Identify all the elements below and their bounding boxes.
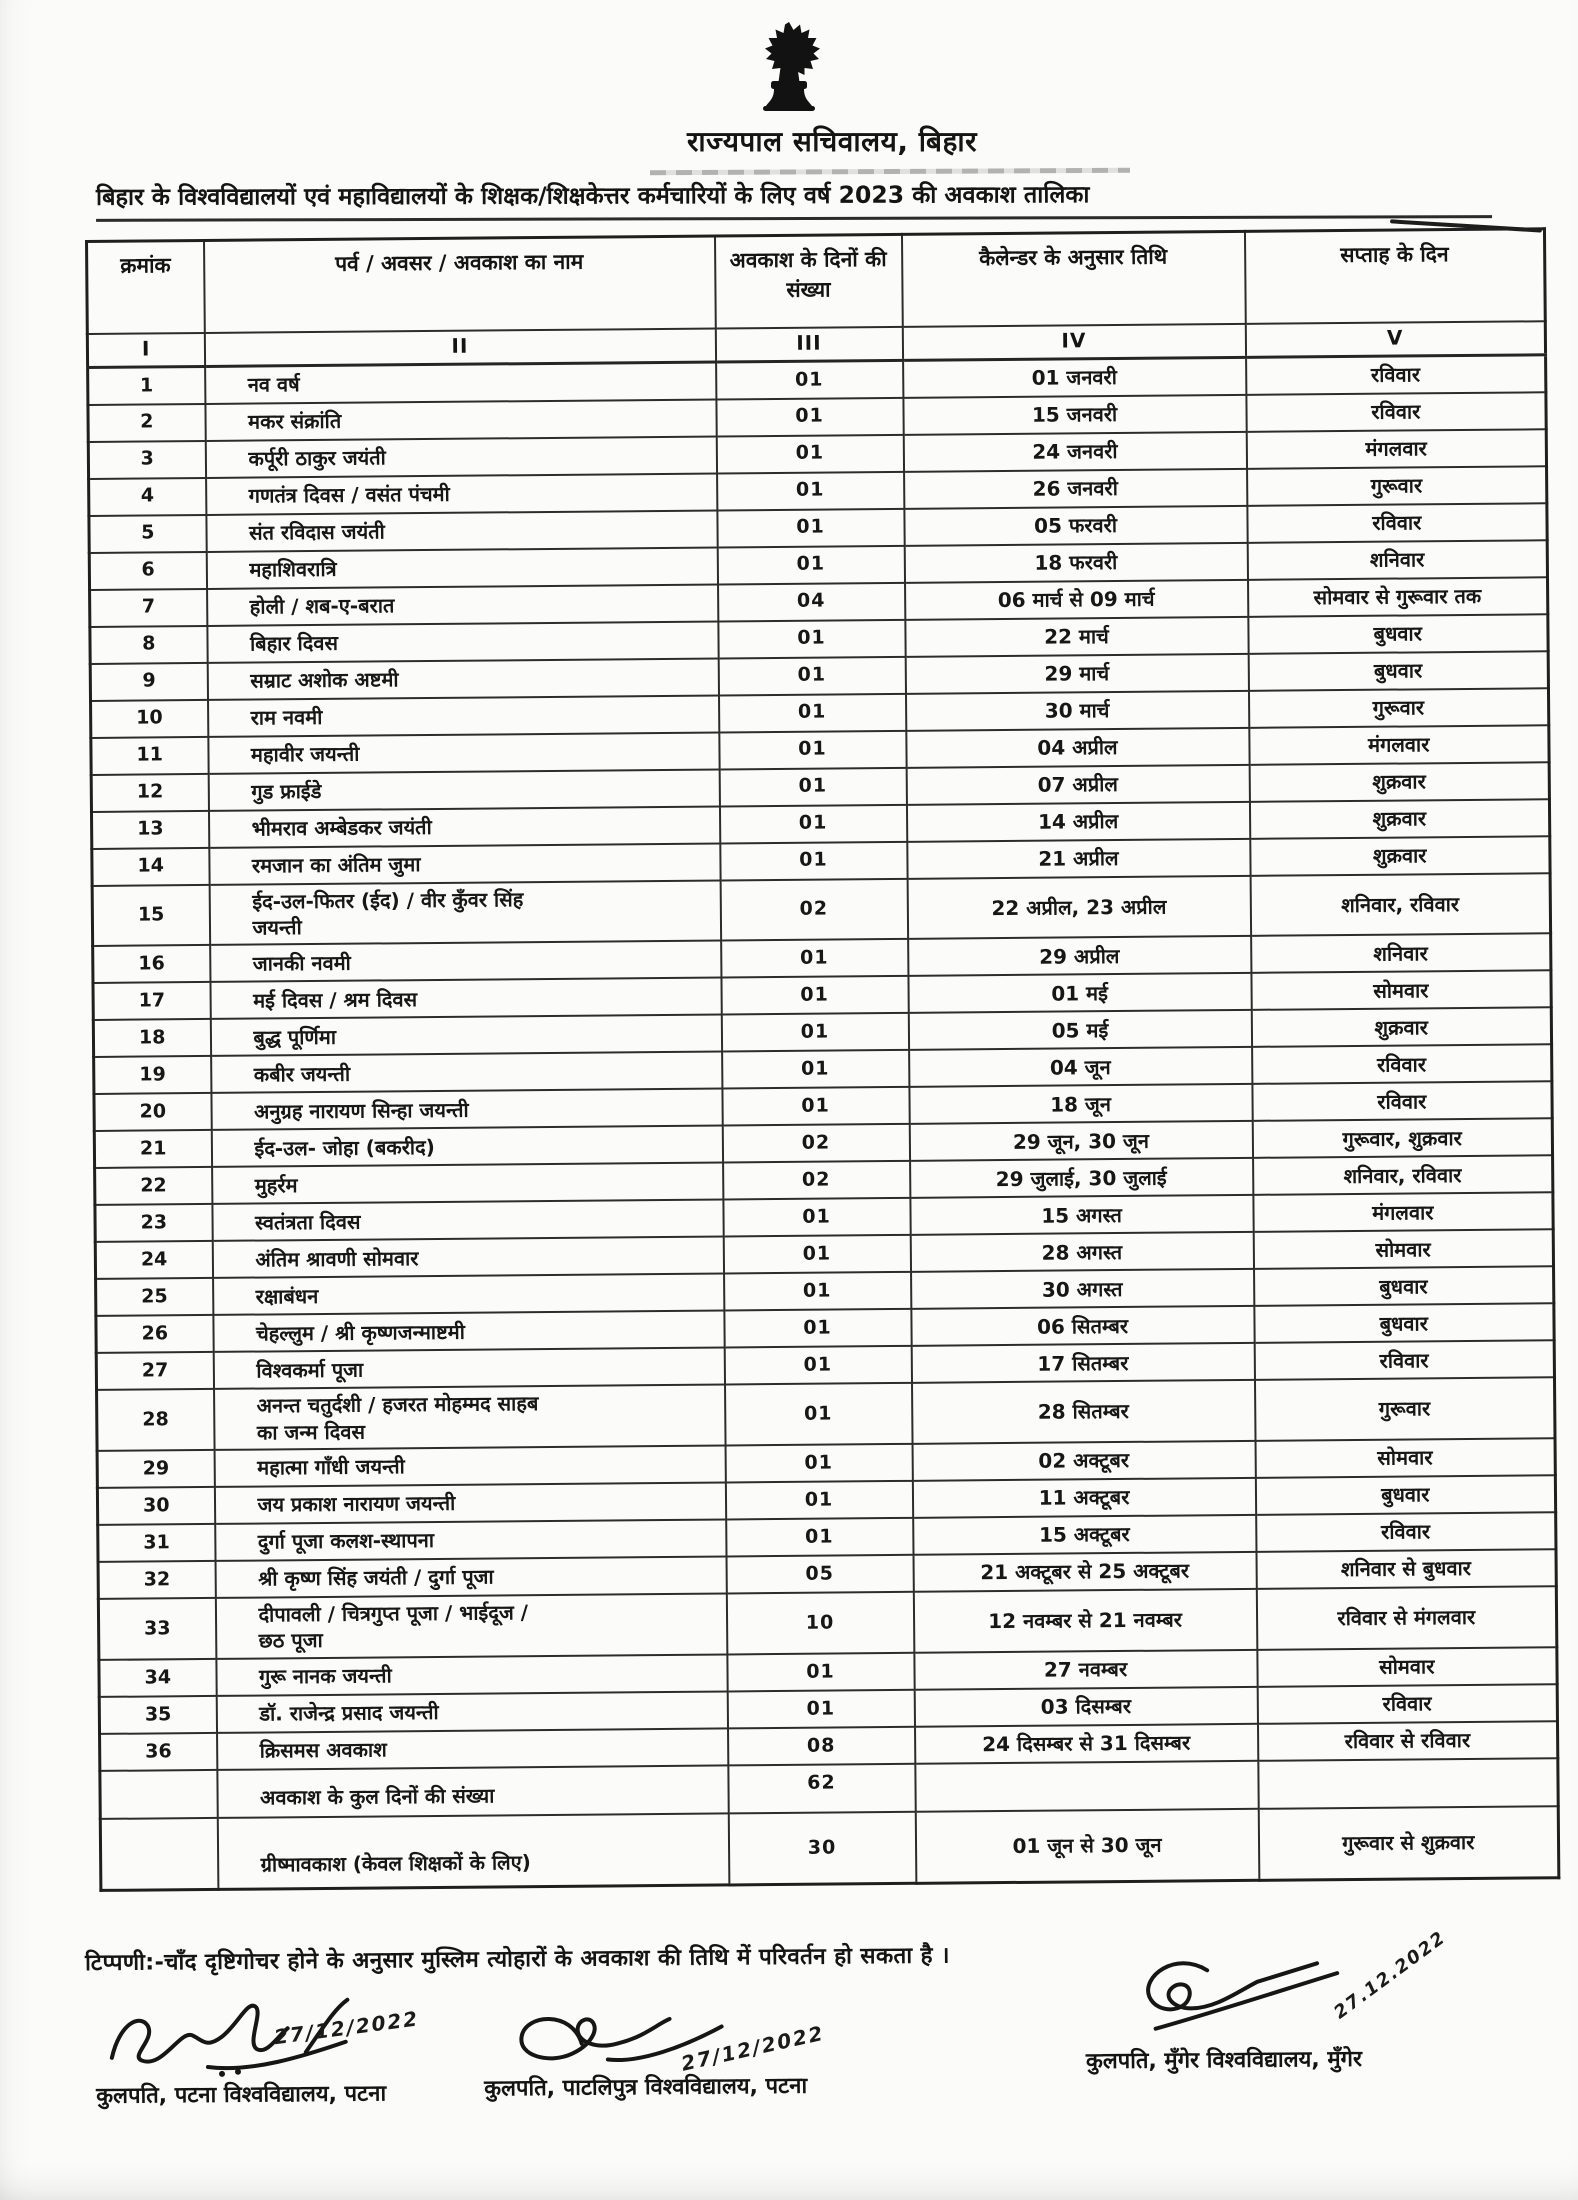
col-header-serial: क्रमांक	[87, 240, 205, 333]
signature-label-patliputra: कुलपति, पाटलिपुत्र विश्वविद्यालय, पटना	[484, 2073, 808, 2102]
col-header-calendar-date: कैलेन्डर के अनुसार तिथि	[901, 231, 1245, 326]
row-serial: 5	[89, 514, 206, 552]
row-days-count: 02	[720, 878, 908, 940]
row-holiday-name: अनन्त चतुर्दशी / हजरत मोहम्मद साहब का जन्म दिवस	[214, 1385, 726, 1450]
row-date: 04 अप्रील	[906, 727, 1249, 767]
row-days-count: 01	[719, 804, 906, 843]
row-date: 29 मार्च	[905, 653, 1248, 693]
row-serial: 28	[97, 1389, 215, 1451]
row-holiday-name: स्वतंत्रता दिवस	[212, 1200, 723, 1241]
holiday-table-header	[87, 229, 1546, 368]
row-serial: 29	[97, 1450, 214, 1488]
col-header-weekday: सप्ताह के दिन	[1244, 229, 1545, 324]
row-serial: 8	[90, 625, 207, 663]
row-serial: 33	[98, 1598, 216, 1660]
row-weekday: बुधवार	[1248, 651, 1548, 691]
row-days-count: 01	[725, 1481, 912, 1520]
row-days-count: 01	[723, 1235, 910, 1274]
row-days-count: 08	[728, 1727, 915, 1766]
row-serial: 11	[91, 736, 208, 774]
row-date: 03 दिसम्बर	[914, 1687, 1257, 1727]
row-holiday-name: मकर संक्रांति	[205, 399, 716, 440]
row-serial: 21	[94, 1130, 211, 1168]
row-serial: 17	[93, 982, 210, 1020]
row-days-count: 01	[724, 1309, 911, 1348]
row-weekday: रविवार	[1246, 355, 1546, 395]
row-date: 15 अगस्त	[910, 1195, 1253, 1235]
row-date: 24 दिसम्बर से 31 दिसम्बर	[915, 1724, 1258, 1764]
row-days-count: 01	[725, 1444, 912, 1483]
row-date: 14 अप्रील	[906, 801, 1249, 841]
row-weekday: मंगलवार	[1253, 1193, 1553, 1233]
org-title: राज्यपाल सचिवालय, बिहार	[686, 125, 978, 158]
row-holiday-name: मुहर्रम	[212, 1163, 723, 1204]
row-weekday: रविवार	[1246, 392, 1546, 432]
row-days-count: 01	[719, 767, 906, 806]
row-weekday: शुक्रवार	[1250, 836, 1550, 876]
row-serial: 1	[88, 366, 205, 404]
row-holiday-name: विश्वकर्मा पूजा	[213, 1348, 724, 1389]
row-holiday-name: ईद-उल- जोहा (बकरीद)	[211, 1126, 722, 1167]
row-holiday-name: बुद्ध पूर्णिमा	[210, 1015, 721, 1056]
row-serial: 14	[92, 847, 209, 885]
row-date: 04 जून	[909, 1047, 1252, 1087]
row-serial: 32	[98, 1561, 215, 1599]
row-date: 01 मई	[908, 973, 1251, 1013]
row-holiday-name: अंतिम श्रावणी सोमवार	[212, 1237, 723, 1278]
row-days-count: 01	[717, 471, 904, 510]
row-weekday: सोमवार से गुरूवार तक	[1248, 577, 1548, 617]
row-days-count: 01	[721, 1013, 908, 1052]
page-title: बिहार के विश्वविद्यालयों एवं महाविद्यालयों के शिक्षक/शिक्षकेत्तर कर्मचारियों के लिए वर्ष 2023 की अवकाश तालिका	[96, 176, 1492, 222]
row-days-count: 01	[721, 976, 908, 1015]
signature-date: 27/12/2022	[678, 2020, 827, 2076]
row-weekday: मंगलवार	[1246, 429, 1546, 469]
row-serial	[100, 1770, 217, 1819]
signature-block-patliputra	[483, 1993, 854, 2102]
row-holiday-name: अनुग्रह नारायण सिन्हा जयन्ती	[211, 1089, 722, 1130]
row-holiday-name: जानकी नवमी	[210, 941, 721, 982]
row-weekday: शुक्रवार	[1251, 1008, 1551, 1048]
row-weekday: सोमवार	[1255, 1438, 1555, 1478]
row-days-count: 01	[718, 619, 905, 658]
row-days-count: 01	[727, 1690, 914, 1729]
row-days-count: 01	[721, 939, 908, 978]
row-days-count: 02	[722, 1124, 909, 1163]
signature-label-munger: कुलपति, मुँगेर विश्वविद्यालय, मुँगेर	[1085, 2046, 1363, 2075]
row-serial: 24	[95, 1241, 212, 1279]
row-days-count: 01	[720, 841, 907, 880]
row-holiday-name: महाशिवरात्रि	[206, 547, 717, 588]
row-serial: 2	[88, 403, 205, 441]
row-holiday-name: संत रविदास जयंती	[206, 510, 717, 551]
row-date: 26 जनवरी	[904, 468, 1247, 508]
row-date: 30 अगस्त	[911, 1269, 1254, 1309]
signature-block-munger	[1085, 1926, 1516, 2076]
header-row	[87, 229, 1546, 334]
row-holiday-name: गणतंत्र दिवस / वसंत पंचमी	[206, 473, 717, 514]
row-serial: 26	[96, 1315, 213, 1353]
row-holiday-name: भीमराव अम्बेडकर जयंती	[208, 806, 719, 847]
row-serial: 25	[96, 1278, 213, 1316]
row-serial: 16	[93, 945, 210, 983]
row-serial: 30	[97, 1487, 214, 1525]
row-weekday: सोमवार	[1253, 1230, 1553, 1270]
row-weekday: सोमवार	[1257, 1647, 1557, 1687]
holiday-table	[85, 227, 1560, 1892]
row-holiday-name: ग्रीष्मावकाश (केवल शिक्षकों के लिए)	[217, 1813, 729, 1889]
row-date: 30 मार्च	[905, 690, 1248, 730]
row-weekday: शनिवार, रविवार	[1253, 1156, 1553, 1196]
row-holiday-name: सम्राट अशोक अष्टमी	[207, 658, 718, 699]
row-days-count: 04	[718, 582, 905, 621]
row-date: 07 अप्रील	[906, 764, 1249, 804]
row-days-count: 01	[724, 1272, 911, 1311]
row-holiday-name: दीपावली / चित्रगुप्त पूजा / भाईदूज / छठ पूजा	[215, 1594, 727, 1659]
row-weekday: रविवार से रविवार	[1257, 1721, 1557, 1761]
row-serial: 23	[95, 1204, 212, 1242]
row-serial: 35	[99, 1696, 216, 1734]
row-weekday: रविवार से मंगलवार	[1256, 1586, 1557, 1649]
row-days-count: 30	[728, 1812, 916, 1886]
row-serial: 4	[89, 477, 206, 515]
row-days-count: 62	[728, 1764, 915, 1814]
row-holiday-name: दुर्गा पूजा कलश-स्थापना	[215, 1520, 726, 1561]
col-header-days-count: अवकाश के दिनों की संख्या	[714, 234, 902, 328]
row-holiday-name: डॉ. राजेन्द्र प्रसाद जयन्ती	[216, 1691, 727, 1732]
row-weekday: शनिवार से बुधवार	[1256, 1549, 1556, 1589]
row-holiday-name: क्रिसमस अवकाश	[217, 1728, 728, 1769]
row-holiday-name: महात्मा गाँधी जयन्ती	[214, 1446, 725, 1487]
row-date: 22 मार्च	[905, 616, 1248, 656]
row-holiday-name: कबीर जयन्ती	[211, 1052, 722, 1093]
row-days-count: 01	[718, 693, 905, 732]
row-weekday: शुक्रवार	[1249, 762, 1549, 802]
row-serial: 36	[100, 1733, 217, 1771]
row-weekday: गुरूवार	[1254, 1378, 1555, 1441]
row-serial: 10	[91, 699, 208, 737]
row-days-count: 05	[726, 1555, 913, 1594]
row-serial: 22	[95, 1167, 212, 1205]
row-days-count: 01	[716, 360, 903, 399]
row-weekday: गुरूवार	[1248, 688, 1548, 728]
signature-date: 27/12/2022	[272, 2006, 421, 2050]
col-numeral-2: II	[204, 328, 715, 366]
row-date: 21 अक्टूबर से 25 अक्टूबर	[913, 1552, 1256, 1592]
row-date: 18 जून	[909, 1084, 1252, 1124]
row-holiday-name: मई दिवस / श्रम दिवस	[210, 978, 721, 1019]
row-weekday: बुधवार	[1255, 1475, 1555, 1515]
row-date: 28 सितम्बर	[912, 1380, 1256, 1444]
row-days-count: 01	[716, 434, 903, 473]
signature-date: 27.12.2022	[1330, 1926, 1451, 2024]
row-weekday: रविवार	[1256, 1512, 1556, 1552]
row-holiday-name: जय प्रकाश नारायण जयन्ती	[214, 1483, 725, 1524]
row-date: 05 मई	[908, 1010, 1251, 1050]
row-days-count: 01	[724, 1346, 911, 1385]
row-date: 05 फरवरी	[904, 505, 1247, 545]
row-date: 21 अप्रील	[907, 838, 1250, 878]
row-holiday-name: महावीर जयन्ती	[208, 732, 719, 773]
row-days-count: 01	[718, 656, 905, 695]
row-serial: 34	[99, 1659, 216, 1697]
row-serial: 9	[90, 662, 207, 700]
row-date: 01 जनवरी	[903, 357, 1246, 397]
row-days-count: 01	[722, 1087, 909, 1126]
row-holiday-name: गुरू नानक जयन्ती	[216, 1654, 727, 1695]
row-serial: 31	[98, 1524, 215, 1562]
row-serial: 7	[90, 588, 207, 626]
row-holiday-name: श्री कृष्ण सिंह जयंती / दुर्गा पूजा	[215, 1557, 726, 1598]
row-weekday	[1258, 1758, 1558, 1809]
col-numeral-5: V	[1245, 321, 1545, 358]
row-serial: 27	[96, 1352, 213, 1390]
row-days-count: 01	[723, 1198, 910, 1237]
col-numeral-4: IV	[902, 323, 1245, 360]
row-weekday: शनिवार, रविवार	[1250, 873, 1551, 936]
row-date: 24 जनवरी	[903, 431, 1246, 471]
row-weekday: बुधवार	[1254, 1304, 1554, 1344]
row-date: 27 नवम्बर	[914, 1650, 1257, 1690]
row-date: 06 मार्च से 09 मार्च	[905, 579, 1248, 619]
row-holiday-name: अवकाश के कुल दिनों की संख्या	[217, 1765, 728, 1817]
row-holiday-name: रमजान का अंतिम जुमा	[209, 843, 720, 884]
row-days-count: 01	[726, 1518, 913, 1557]
row-weekday: शनिवार	[1247, 540, 1547, 580]
row-weekday: शुक्रवार	[1249, 799, 1549, 839]
row-weekday: रविवार	[1252, 1082, 1552, 1122]
row-serial: 3	[88, 440, 205, 478]
row-date: 29 जुलाई, 30 जुलाई	[910, 1158, 1253, 1198]
row-date: 01 जून से 30 जून	[915, 1809, 1259, 1884]
row-date: 22 अप्रील, 23 अप्रील	[907, 875, 1251, 939]
row-weekday: रविवार	[1247, 503, 1547, 543]
footnote: टिप्पणी:-चाँद दृष्टिगोचर होने के अनुसार मुस्लिम त्योहारों के अवकाश की तिथि में परिवर्तन हो सकता है ।	[84, 1942, 950, 1977]
row-serial: 12	[91, 773, 208, 811]
row-weekday: सोमवार	[1251, 971, 1551, 1011]
row-days-count: 01	[716, 397, 903, 436]
row-weekday: रविवार	[1252, 1045, 1552, 1085]
row-date: 18 फरवरी	[904, 542, 1247, 582]
row-holiday-name: चेहल्लुम / श्री कृष्णजन्माष्टमी	[213, 1311, 724, 1352]
row-serial: 15	[92, 884, 210, 946]
row-holiday-name: बिहार दिवस	[207, 621, 718, 662]
row-days-count: 01	[717, 508, 904, 547]
row-weekday: बुधवार	[1254, 1267, 1554, 1307]
row-weekday: गुरूवार	[1247, 466, 1547, 506]
row-date: 02 अक्टूबर	[912, 1441, 1255, 1481]
row-weekday: गुरूवार से शुक्रवार	[1258, 1806, 1559, 1881]
signature-label-patna: कुलपति, पटना विश्वविद्यालय, पटना	[96, 2081, 387, 2109]
row-serial: 13	[91, 810, 208, 848]
row-date: 15 जनवरी	[903, 394, 1246, 434]
row-weekday: बुधवार	[1248, 614, 1548, 654]
row-weekday: रविवार	[1254, 1341, 1554, 1381]
row-weekday: शनिवार	[1251, 934, 1551, 974]
row-holiday-name: ईद-उल-फितर (ईद) / वीर कुँवर सिंह जयन्ती	[209, 880, 721, 945]
row-date: 29 जून, 30 जून	[909, 1121, 1252, 1161]
row-serial: 20	[94, 1093, 211, 1131]
row-days-count: 01	[725, 1383, 913, 1445]
table-row	[100, 1806, 1559, 1891]
row-date: 11 अक्टूबर	[912, 1478, 1255, 1518]
col-numeral-3: III	[715, 326, 902, 362]
row-date: 28 अगस्त	[910, 1232, 1253, 1272]
row-holiday-name: राम नवमी	[208, 695, 719, 736]
row-serial: 6	[89, 551, 206, 589]
row-holiday-name: गुड फ्राईडे	[208, 769, 719, 810]
row-holiday-name: होली / शब-ए-बरात	[207, 584, 718, 625]
row-date: 06 सितम्बर	[911, 1306, 1254, 1346]
row-holiday-name: नव वर्ष	[205, 362, 716, 403]
row-date: 12 नवम्बर से 21 नवम्बर	[913, 1589, 1257, 1653]
row-serial: 19	[94, 1056, 211, 1094]
row-date: 17 सितम्बर	[911, 1343, 1254, 1383]
row-holiday-name: रक्षाबंधन	[213, 1274, 724, 1315]
row-days-count: 02	[723, 1161, 910, 1200]
row-days-count: 10	[726, 1592, 914, 1654]
row-days-count: 01	[717, 545, 904, 584]
holiday-table-body	[88, 355, 1559, 1891]
row-weekday: मंगलवार	[1249, 725, 1549, 765]
row-days-count: 01	[719, 730, 906, 769]
row-days-count: 01	[727, 1653, 914, 1692]
col-header-holiday-name: पर्व / अवसर / अवकाश का नाम	[204, 236, 716, 332]
row-weekday: गुरूवार, शुक्रवार	[1252, 1119, 1552, 1159]
row-date	[915, 1761, 1258, 1812]
signature-scribble-icon	[1085, 1948, 1516, 2046]
row-holiday-name: कर्पूरी ठाकुर जयंती	[205, 436, 716, 477]
row-weekday: रविवार	[1257, 1684, 1557, 1724]
row-serial	[100, 1818, 218, 1891]
row-date: 15 अक्टूबर	[913, 1515, 1256, 1555]
col-numeral-1: I	[87, 332, 204, 367]
row-date: 29 अप्रील	[908, 936, 1251, 976]
row-serial: 18	[93, 1019, 210, 1057]
signature-block-patna	[95, 1985, 486, 2110]
row-days-count: 01	[722, 1050, 909, 1089]
